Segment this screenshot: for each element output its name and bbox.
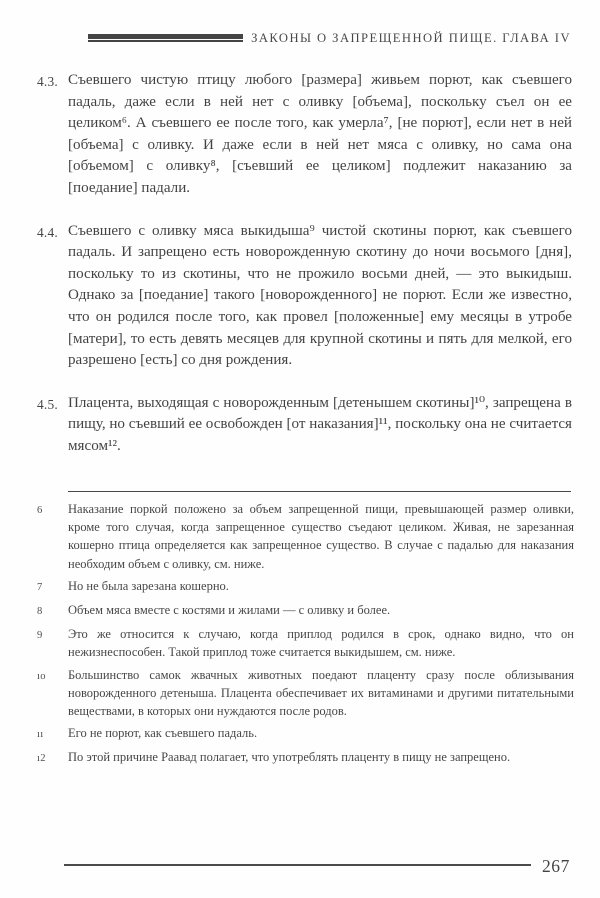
footnote-number: ıo [37, 670, 46, 682]
paragraph-number: 4.4. [37, 224, 58, 240]
footnote-item [37, 625, 574, 661]
running-header [0, 26, 600, 50]
paragraph-text: Съевшего чистую птицу любого [размера] живьем порют, как съевшего падаль, даже если в ней нет с оливку [объема], поскольку съел он ее целиком⁶. А съевшего ее после того, как умерла⁷, [не порют], если нет в ней [объема] с оливку. И даже если в ней нет мяса с оливку, но сама она [объемом] с оливку⁸, [съевший ее целиком] подлежит наказанию за [поедание] падали. [68, 72, 572, 196]
footnote-text: Объем мяса вместе с костями и жилами — с оливку и более. [68, 603, 391, 618]
footnote-item [37, 601, 574, 621]
footnote-number: 6 [37, 505, 43, 516]
footnote-number: 9 [37, 630, 43, 642]
footnote-separator-rule [68, 491, 571, 492]
footnote-text: Его не порют, как съевшего падаль. [68, 726, 258, 741]
footnote-item [37, 500, 574, 573]
numbered-paragraph [37, 70, 572, 200]
paragraph-text: Плацента, выходящая с новорожденным [детенышем скотины]¹⁰, запрещена в пищу, но съевший ее освобожден [от наказания]¹¹, поскольку она не считается мясом¹². [68, 394, 573, 454]
running-header-title: ЗАКОНЫ О ЗАПРЕЩЕННОЙ ПИЩЕ. ГЛАВА IV [251, 30, 571, 45]
paragraph-number: 4.3. [37, 74, 58, 89]
page-footer [0, 852, 600, 880]
footnote-number: ı2 [37, 753, 46, 765]
numbered-paragraph [37, 221, 572, 372]
footer-rule [64, 864, 531, 866]
footnote-block [37, 500, 574, 773]
footnote-number: 7 [37, 581, 43, 593]
paragraph-number: 4.5. [37, 396, 58, 412]
body-content [37, 70, 572, 479]
page-number: 267 [541, 855, 570, 876]
footnote-item [37, 724, 574, 744]
footnote-text: Большинство самок жвачных животных поедают плаценту сразу после облизывания новорожденного детеныша. Плацента обеспечивает их витаминами и другими питательными веществами, в которых они нуждаются после родов. [68, 667, 574, 719]
footnote-text: Наказание поркой положено за объем запрещенной пищи, превышающей размер оливки, кроме того случая, когда запрещенное существо съедают целиком. Живая, не зарезанная кошерно птица определяется как запрещенное существо. В случае с падалью для наказания необходим объем с оливку, см. ниже. [68, 502, 574, 571]
footnote-number: 8 [37, 606, 43, 618]
numbered-paragraph [37, 393, 572, 458]
footnote-text: По этой причине Раавад полагает, что употреблять плаценту в пищу не запрещено. [68, 750, 511, 765]
paragraph-text: Съевшего с оливку мяса выкидыша⁹ чистой скотины порют, как съевшего падаль. И запрещено есть новорожденную скотину до ночи восьмого [дня], поскольку то из скотины, что не прожило восьми дней, — это выкидыш. Однако за [поедание] такого [новорожденного] не порют. Если же известно, что он родился после того, как провел [положенные] ему месяцы в утробе [матери], то есть девять месяцев для крупной скотины и пять для мелкой, его разрешено [есть] со дня рождения. [68, 222, 572, 369]
footnote-text: Но не была зарезана кошерно. [68, 578, 229, 593]
footnote-number: ıı [37, 729, 44, 741]
header-double-rule-icon [88, 34, 243, 42]
footnote-text: Это же относится к случаю, когда приплод родился в срок, однако видно, что он нежизнеспособен. Такой приплод тоже считается выкидышем, см. ниже. [68, 627, 574, 660]
footnote-item [37, 748, 574, 768]
footnote-item [37, 666, 574, 721]
footnote-item [37, 577, 574, 597]
